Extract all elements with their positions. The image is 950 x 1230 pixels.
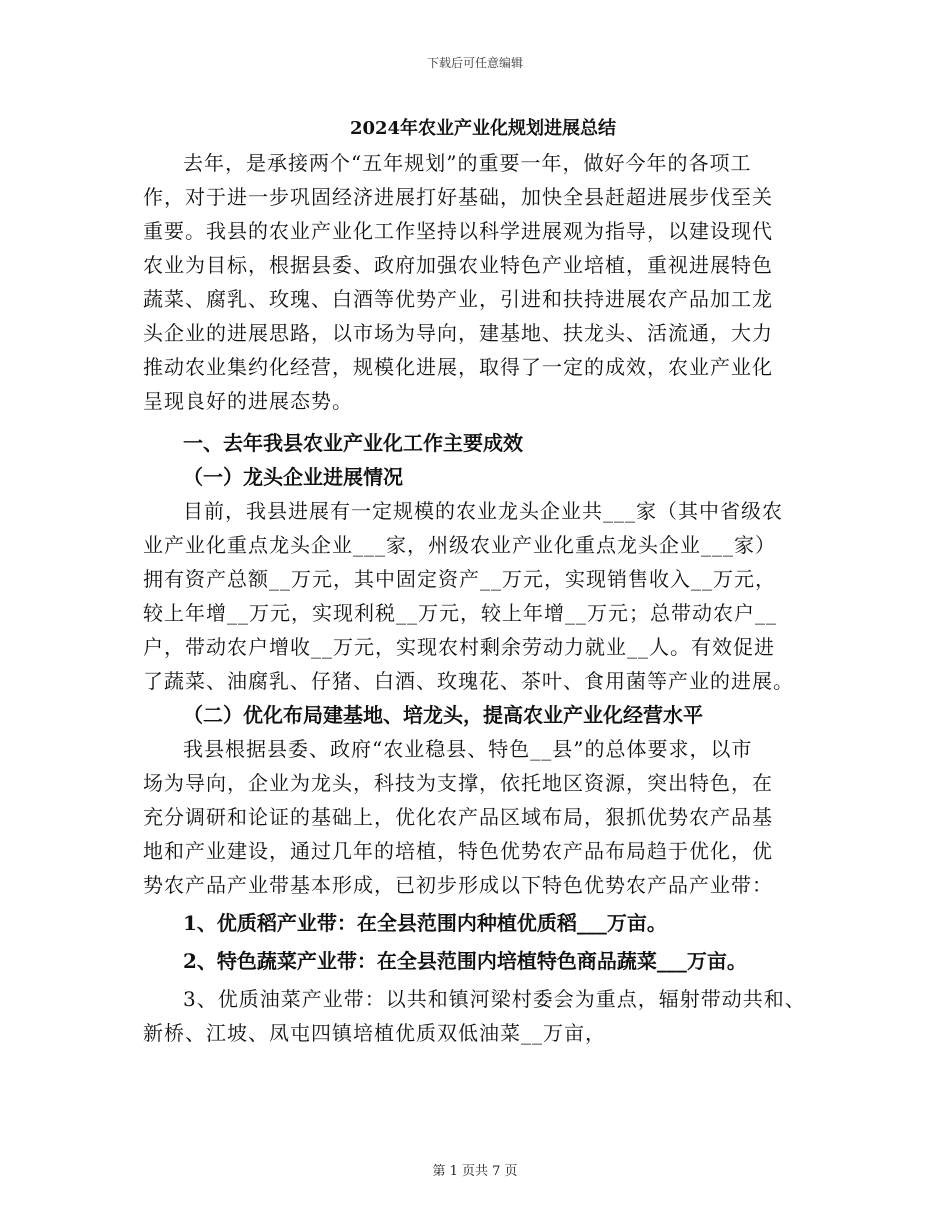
paragraph-line: 我县根据县委、政府“农业稳县、特色__县”的总体要求，以市 xyxy=(183,737,753,761)
document-title: 2024年农业产业化规划进展总结 xyxy=(349,118,617,139)
paragraph-line: 充分调研和论证的基础上，优化农产品区域布局，狠抓优势农产品基 xyxy=(143,805,773,829)
intro-line: 去年，是承接两个“五年规划”的重要一年，做好今年的各项工 xyxy=(183,151,752,175)
intro-line: 蔬菜、腐乳、玫瑰、白酒等优势产业，引进和扶持进展农产品加工龙 xyxy=(143,287,773,311)
list-item-rice: 1、优质稻产业带：在全县范围内种植优质稻___万亩。 xyxy=(183,911,667,935)
paragraph-line: 新桥、江坡、凤屯四镇培植优质双低油菜__万亩， xyxy=(143,1021,606,1045)
paragraph-line: 3、优质油菜产业带：以共和镇河梁村委会为重点，辐射带动共和、 xyxy=(183,987,806,1011)
paragraph-line: 业产业化重点龙头企业___家，州级农业产业化重点龙头企业___家） xyxy=(143,533,776,557)
list-item-vegetable: 2、特色蔬菜产业带：在全县范围内培植特色商品蔬菜___万亩。 xyxy=(183,949,747,973)
paragraph-line: 目前，我县进展有一定规模的农业龙头企业共___家（其中省级农 xyxy=(183,499,783,523)
enterprise-paragraph xyxy=(143,494,823,698)
intro-line: 农业为目标，根据县委、政府加强农业特色产业培植，重视进展特色 xyxy=(143,253,773,277)
subsection-heading: （一）龙头企业进展情况 xyxy=(183,465,403,489)
list-item-rapeseed xyxy=(143,982,823,1050)
intro-line: 重要。我县的农业产业化工作坚持以科学进展观为指导，以建设现代 xyxy=(143,219,773,243)
section-heading: 一、去年我县农业产业化工作主要成效 xyxy=(183,431,523,455)
intro-paragraph xyxy=(143,146,823,418)
paragraph-line: 地和产业建设，通过几年的培植，特色优势农产品布局趋于优化，优 xyxy=(143,839,773,863)
intro-line: 呈现良好的进展态势。 xyxy=(143,389,353,413)
page-footer: 第 1 页共 7 页 xyxy=(432,1164,518,1179)
intro-line: 作，对于进一步巩固经济进展打好基础，加快全县赶超进展步伐至关 xyxy=(143,185,773,209)
subsection-heading: （二）优化布局建基地、培龙头，提高农业产业化经营水平 xyxy=(183,703,703,727)
intro-line: 头企业的进展思路，以市场为导向，建基地、扶龙头、活流通，大力 xyxy=(143,321,773,345)
layout-paragraph xyxy=(143,732,823,902)
paragraph-line: 户，带动农户增收__万元，实现农村剩余劳动力就业__人。有效促进 xyxy=(143,635,775,659)
paragraph-line: 势农产品产业带基本形成，已初步形成以下特色优势农产品产业带： xyxy=(143,873,773,897)
paragraph-line: 场为导向，企业为龙头，科技为支撑，依托地区资源，突出特色，在 xyxy=(143,771,773,795)
paragraph-line: 了蔬菜、油腐乳、仔猪、白酒、玫瑰花、茶叶、食用菌等产业的进展。 xyxy=(143,669,794,693)
paragraph-line: 拥有资产总额__万元，其中固定资产__万元，实现销售收入__万元， xyxy=(143,567,776,591)
page-header: 下载后可任意编辑 xyxy=(426,56,523,70)
document-body xyxy=(143,112,823,1050)
intro-line: 推动农业集约化经营，规模化进展，取得了一定的成效，农业产业化 xyxy=(143,355,773,379)
paragraph-line: 较上年增__万元，实现利税__万元，较上年增__万元；总带动农户__ xyxy=(143,601,777,625)
